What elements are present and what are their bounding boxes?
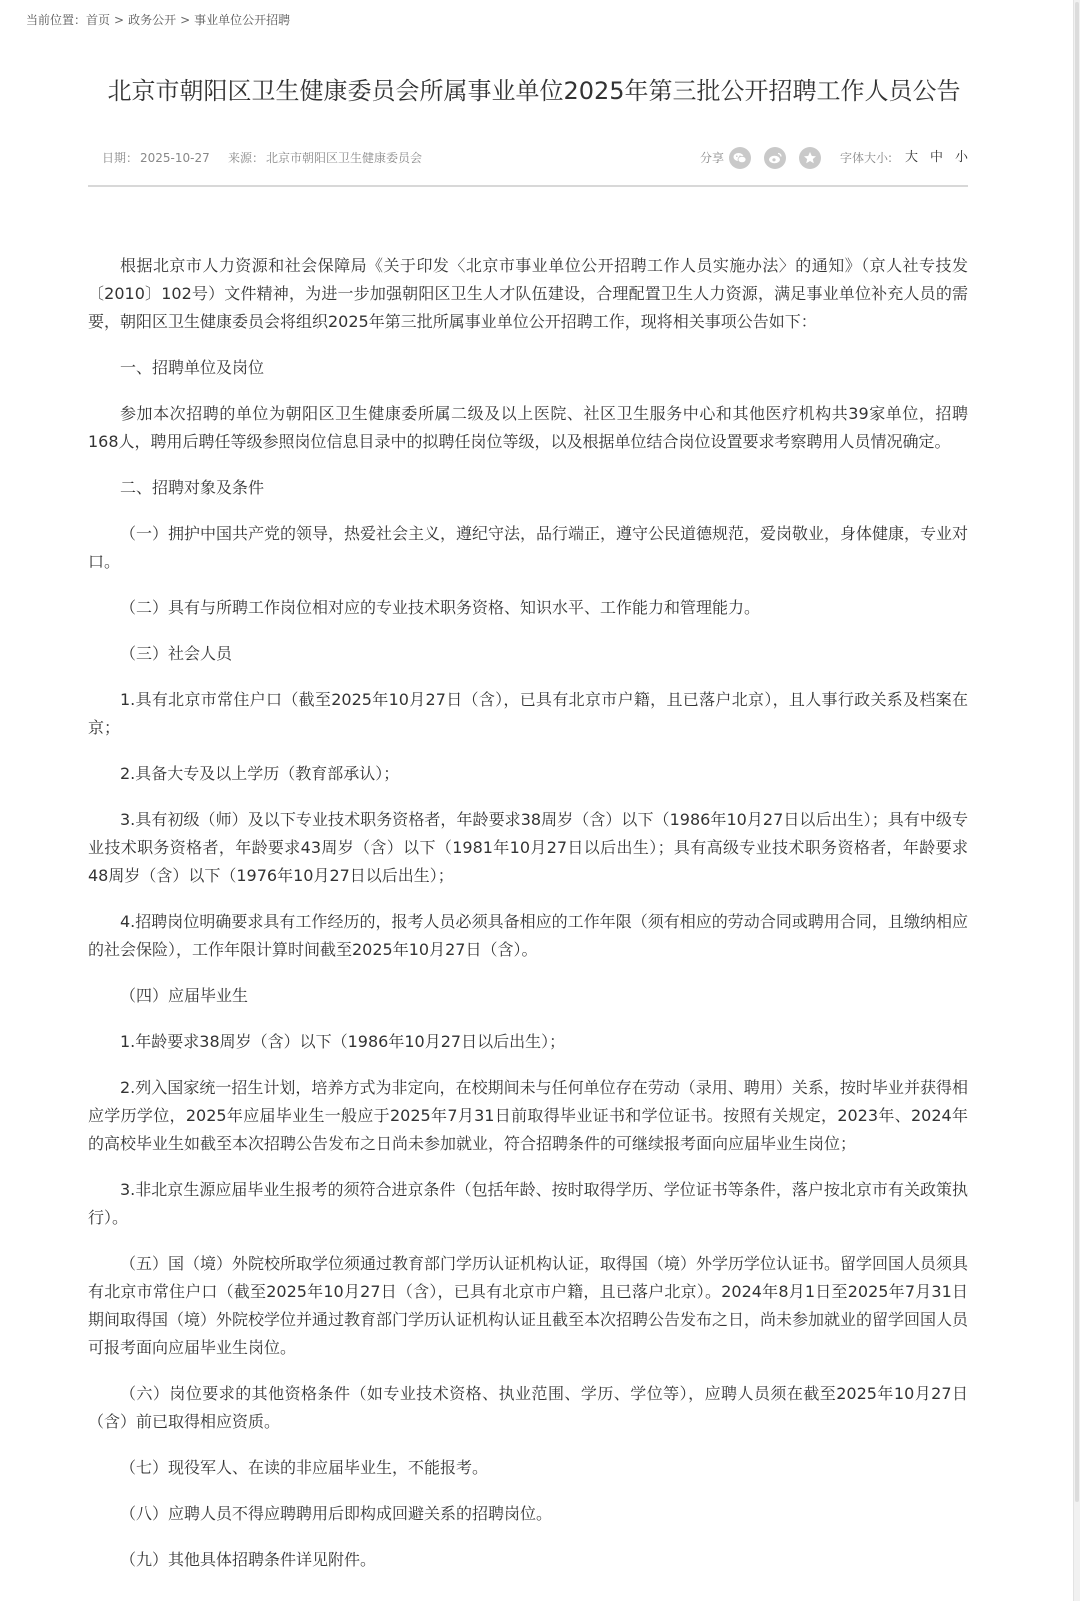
paragraph: （八）应聘人员不得应聘聘用后即构成回避关系的招聘岗位。 bbox=[120, 1504, 553, 1523]
article-body bbox=[88, 252, 968, 1592]
font-size-large-button[interactable]: 大 bbox=[905, 150, 919, 165]
paragraph: （七）现役军人、在读的非应届毕业生，不能报考。 bbox=[120, 1458, 489, 1477]
scrollbar-thumb[interactable] bbox=[1075, 2, 1079, 1502]
breadcrumb bbox=[26, 12, 290, 28]
breadcrumb-recruitment-link[interactable]: 事业单位公开招聘 bbox=[194, 13, 291, 27]
breadcrumb-separator: > bbox=[180, 13, 191, 27]
font-size-medium-button[interactable]: 中 bbox=[930, 150, 944, 165]
breadcrumb-gov-affairs-link[interactable]: 政务公开 bbox=[128, 13, 177, 27]
font-size-small-button[interactable]: 小 bbox=[955, 150, 969, 165]
subsection-heading: （三）社会人员 bbox=[120, 644, 233, 663]
article-meta bbox=[88, 147, 988, 169]
favorite-icon[interactable] bbox=[799, 147, 821, 169]
scrollbar[interactable] bbox=[1073, 0, 1080, 1601]
font-size-label: 字体大小: bbox=[840, 151, 893, 165]
paragraph: 1.年龄要求38周岁（含）以下（1986年10月27日以后出生）； bbox=[120, 1032, 566, 1051]
paragraph: 2.列入国家统一招生计划，培养方式为非定向，在校期间未与任何单位存在劳动（录用、聘用）关系，按时毕业并获得相应学历学位，2025年应届毕业生一般应于2025年7月31日前取得毕业证书和学位证书。按照有关规定，2023年、2024年的高校毕业生如截至本次招聘公告发布之日尚未参加就业，符合招聘条件的可继续报考面向应届毕业生岗位； bbox=[88, 1078, 968, 1153]
source-value: 北京市朝阳区卫生健康委员会 bbox=[266, 151, 423, 165]
paragraph: 4.招聘岗位明确要求具有工作经历的，报考人员必须具备相应的工作年限（须有相应的劳动合同或聘用合同，且缴纳相应的社会保险），工作年限计算时间截至2025年10月27日（含）。 bbox=[88, 912, 968, 959]
breadcrumb-home-link[interactable]: 首页 bbox=[86, 13, 111, 27]
paragraph: （二）具有与所聘工作岗位相对应的专业技术职务资格、知识水平、工作能力和管理能力。 bbox=[120, 598, 761, 617]
paragraph: （五）国（境）外院校所取学位须通过教育部门学历认证机构认证，取得国（境）外学历学位认证书。留学回国人员须具有北京市常住户口（截至2025年10月27日（含），已具有北京市户籍，且已落户北京）。2024年8月1日至2025年7月31日期间取得国（境）外院校学位并通过教育部门学历认证机构认证且截至本次招聘公告发布之日，尚未参加就业的留学回国人员可报考面向应届毕业生岗位。 bbox=[88, 1254, 969, 1357]
share-label: 分享 bbox=[700, 151, 725, 165]
section-heading: 一、招聘单位及岗位 bbox=[120, 358, 265, 377]
paragraph: 2.具备大专及以上学历（教育部承认）； bbox=[120, 764, 400, 783]
date-value: 2025-10-27 bbox=[140, 151, 210, 165]
paragraph: 参加本次招聘的单位为朝阳区卫生健康委所属二级及以上医院、社区卫生服务中心和其他医疗机构共39家单位，招聘168人，聘用后聘任等级参照岗位信息目录中的拟聘任岗位等级，以及根据单位结合岗位设置要求考察聘用人员情况确定。 bbox=[88, 404, 968, 451]
paragraph: 1.具有北京市常住户口（截至2025年10月27日（含），已具有北京市户籍，且已落户北京），且人事行政关系及档案在京； bbox=[88, 690, 968, 737]
weibo-icon[interactable] bbox=[764, 147, 786, 169]
breadcrumb-prefix: 当前位置： bbox=[26, 13, 87, 27]
paragraph: 3.具有初级（师）及以下专业技术职务资格者，年龄要求38周岁（含）以下（1986年10月27日以后出生）；具有中级专业技术职务资格者，年龄要求43周岁（含）以下（1981年10月27日以后出生）；具有高级专业技术职务资格者，年龄要求48周岁（含）以下（1976年10月27日以后出生）； bbox=[88, 810, 968, 885]
paragraph: （九）其他具体招聘条件详见附件。 bbox=[120, 1550, 377, 1569]
paragraph: 根据北京市人力资源和社会保障局《关于印发〈北京市事业单位公开招聘工作人员实施办法〉的通知》（京人社专技发〔2010〕102号）文件精神，为进一步加强朝阳区卫生人才队伍建设，合理配置卫生人力资源，满足事业单位补充人员的需要，朝阳区卫生健康委员会将组织2025年第三批所属事业单位公开招聘工作，现将相关事项公告如下： bbox=[88, 256, 968, 331]
section-heading: 二、招聘对象及条件 bbox=[120, 478, 265, 497]
paragraph: 3.非北京生源应届毕业生报考的须符合进京条件（包括年龄、按时取得学历、学位证书等条件，落户按北京市有关政策执行）。 bbox=[88, 1180, 968, 1227]
wechat-icon[interactable] bbox=[729, 147, 751, 169]
breadcrumb-separator: > bbox=[114, 13, 125, 27]
source-label: 来源： bbox=[228, 151, 265, 165]
article-title: 北京市朝阳区卫生健康委员会所属事业单位2025年第三批公开招聘工作人员公告 bbox=[107, 77, 961, 105]
meta-divider bbox=[88, 185, 968, 187]
paragraph: （六）岗位要求的其他资格条件（如专业技术资格、执业范围、学历、学位等），应聘人员须在截至2025年10月27日（含）前已取得相应资质。 bbox=[88, 1384, 968, 1431]
date-label: 日期： bbox=[102, 151, 139, 165]
subsection-heading: （四）应届毕业生 bbox=[120, 986, 249, 1005]
paragraph: （一）拥护中国共产党的领导，热爱社会主义，遵纪守法，品行端正，遵守公民道德规范，爱岗敬业，身体健康，专业对口。 bbox=[88, 524, 969, 571]
